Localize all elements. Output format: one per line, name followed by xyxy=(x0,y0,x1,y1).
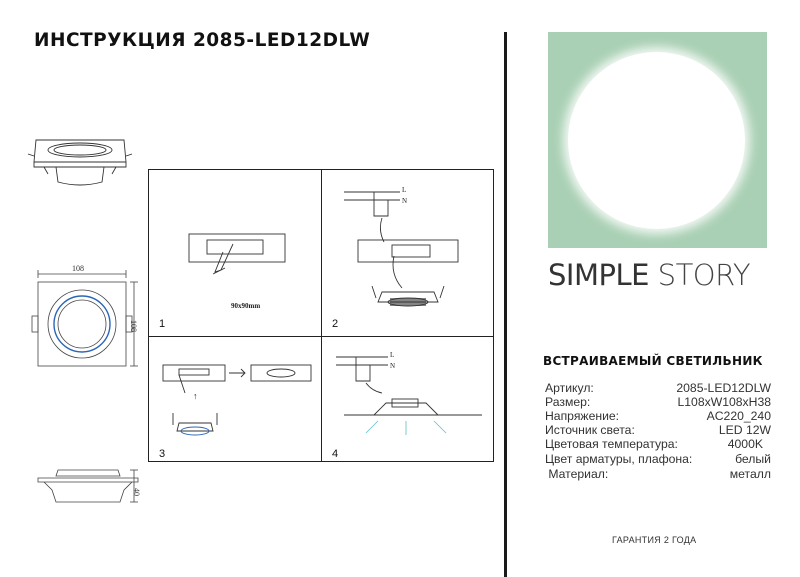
spec-value: LED 12W xyxy=(718,423,771,437)
step-4-illustration xyxy=(322,337,494,463)
brand-logo xyxy=(548,32,767,248)
spec-row xyxy=(545,467,771,482)
product-title: ВСТРАИВАЕМЫЙ СВЕТИЛЬНИК xyxy=(543,354,763,368)
document-title: ИНСТРУКЦИЯ 2085-LED12DLW xyxy=(34,30,371,51)
spec-label: Источник света: xyxy=(545,423,635,437)
depth-dimension: 40 xyxy=(132,488,141,496)
spec-value: белый xyxy=(735,452,771,466)
fixture-side-view-drawing xyxy=(30,462,146,512)
spec-row xyxy=(545,409,771,424)
fixture-top-view-drawing xyxy=(22,260,148,370)
spec-label: Цвет арматуры, плафона: xyxy=(545,452,693,466)
step-1-illustration xyxy=(149,170,321,336)
spec-label: Напряжение: xyxy=(545,409,620,423)
spec-row xyxy=(545,381,771,396)
spec-label: Артикул: xyxy=(545,381,594,395)
wire-n-label: N xyxy=(390,362,396,370)
spec-value: AC220_240 xyxy=(706,409,771,423)
wire-l-label: L xyxy=(390,351,395,359)
spec-value: 4000K xyxy=(727,437,763,451)
step-2-illustration xyxy=(322,170,494,336)
brand-name-part2: STORY xyxy=(657,258,751,292)
wire-l-label: L xyxy=(402,186,407,194)
fixture-perspective-drawing xyxy=(22,130,134,192)
lamp-body xyxy=(390,298,426,306)
spec-label: Материал: xyxy=(545,467,609,481)
step-number: 2 xyxy=(332,318,339,330)
spec-value: L108xW108xH38 xyxy=(677,395,771,409)
step-number: 3 xyxy=(159,448,166,460)
brand-name-part1: SIMPLE xyxy=(548,258,649,292)
step-number: 1 xyxy=(159,318,166,330)
spec-label: Цветовая температура: xyxy=(545,437,678,451)
step-3-illustration xyxy=(149,337,321,463)
wire-n-label: N xyxy=(402,197,408,205)
logo-circle xyxy=(568,52,745,229)
cutout-size: 90x90mm xyxy=(231,302,261,310)
vertical-divider xyxy=(504,32,507,577)
height-dimension: 108 xyxy=(129,320,138,332)
spec-row xyxy=(545,452,771,467)
spec-row xyxy=(545,395,771,410)
spec-value: металл xyxy=(729,467,771,481)
step-number: 4 xyxy=(332,448,339,460)
arrow-icon: ↑ xyxy=(193,391,198,401)
warranty-note: ГАРАНТИЯ 2 ГОДА xyxy=(612,535,697,545)
spec-row xyxy=(545,423,771,438)
installation-steps-grid xyxy=(148,169,494,462)
spec-label: Размер: xyxy=(545,395,591,409)
spec-row xyxy=(545,437,771,452)
width-dimension: 108 xyxy=(72,264,84,273)
spec-value: 2085-LED12DLW xyxy=(676,381,771,395)
brand-name xyxy=(548,258,750,292)
